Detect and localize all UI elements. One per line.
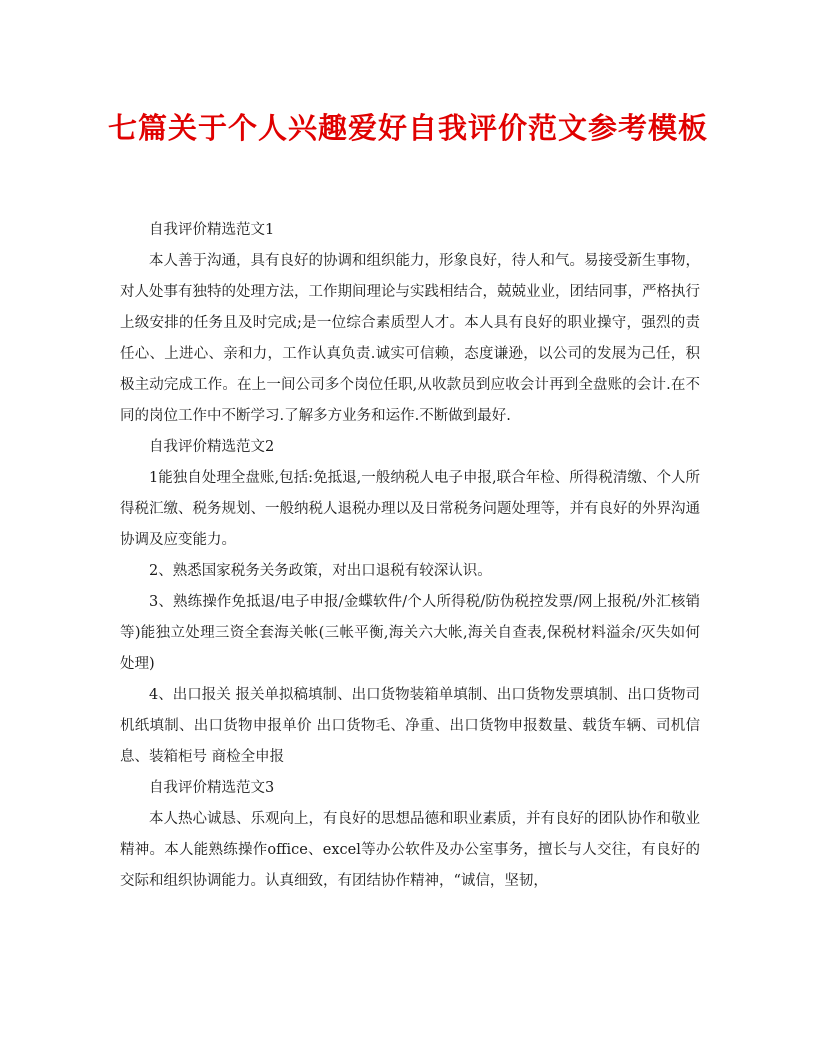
body-paragraph: 本人热心诚恳、乐观向上，有良好的思想品德和职业素质，并有良好的团队协作和敬业精神。本人能熟练操作office、excel等办公软件及办公室事务，擅长与人交往，有良好的交际和组织协调能力。认真细致，有团结协作精神，“诚信，坚韧， xyxy=(120,811,700,889)
body-paragraph: 2、熟悉国家税务关务政策，对出口退税有较深认识。 xyxy=(149,563,492,579)
body-paragraph: 3、熟练操作免抵退/电子申报/金蝶软件/个人所得税/防伪税控发票/网上报税/外汇核销等)能独立处理三资全套海关帐(三帐平衡,海关六大帐,海关自查表,保税材料溢余/灭失如何处理) xyxy=(120,594,700,672)
document-body xyxy=(120,215,700,897)
section-heading-2: 自我评价精选范文2 xyxy=(149,439,275,455)
document-title: 七篇关于个人兴趣爱好自我评价范文参考模板 xyxy=(107,111,708,145)
body-paragraph: 1能独自处理全盘账,包括:免抵退,一般纳税人电子申报,联合年检、所得税清缴、个人所得税汇缴、税务规划、一般纳税人退税办理以及日常税务问题处理等，并有良好的外界沟通协调及应变能力。 xyxy=(120,470,700,548)
body-paragraph: 本人善于沟通，具有良好的协调和组织能力，形象良好，待人和气。易接受新生事物，对人处事有独特的处理方法，工作期间理论与实践相结合，兢兢业业，团结同事，严格执行上级安排的任务且及时完成;是一位综合素质型人才。本人具有良好的职业操守，强烈的责任心、上进心、亲和力，工作认真负责.诚实可信赖，态度谦逊，以公司的发展为己任，积极主动完成工作。在上一间公司多个岗位任职,从收款员到应收会计再到全盘账的会计.在不同的岗位工作中不断学习.了解多方业务和运作.不断做到最好. xyxy=(120,253,700,424)
section-heading-3: 自我评价精选范文3 xyxy=(149,780,275,796)
section-heading-1: 自我评价精选范文1 xyxy=(149,222,275,238)
body-paragraph: 4、出口报关 报关单拟稿填制、出口货物装箱单填制、出口货物发票填制、出口货物司机纸填制、出口货物申报单价 出口货物毛、净重、出口货物申报数量、载货车辆、司机信息、装箱柜号 商检全申报 xyxy=(120,687,700,765)
